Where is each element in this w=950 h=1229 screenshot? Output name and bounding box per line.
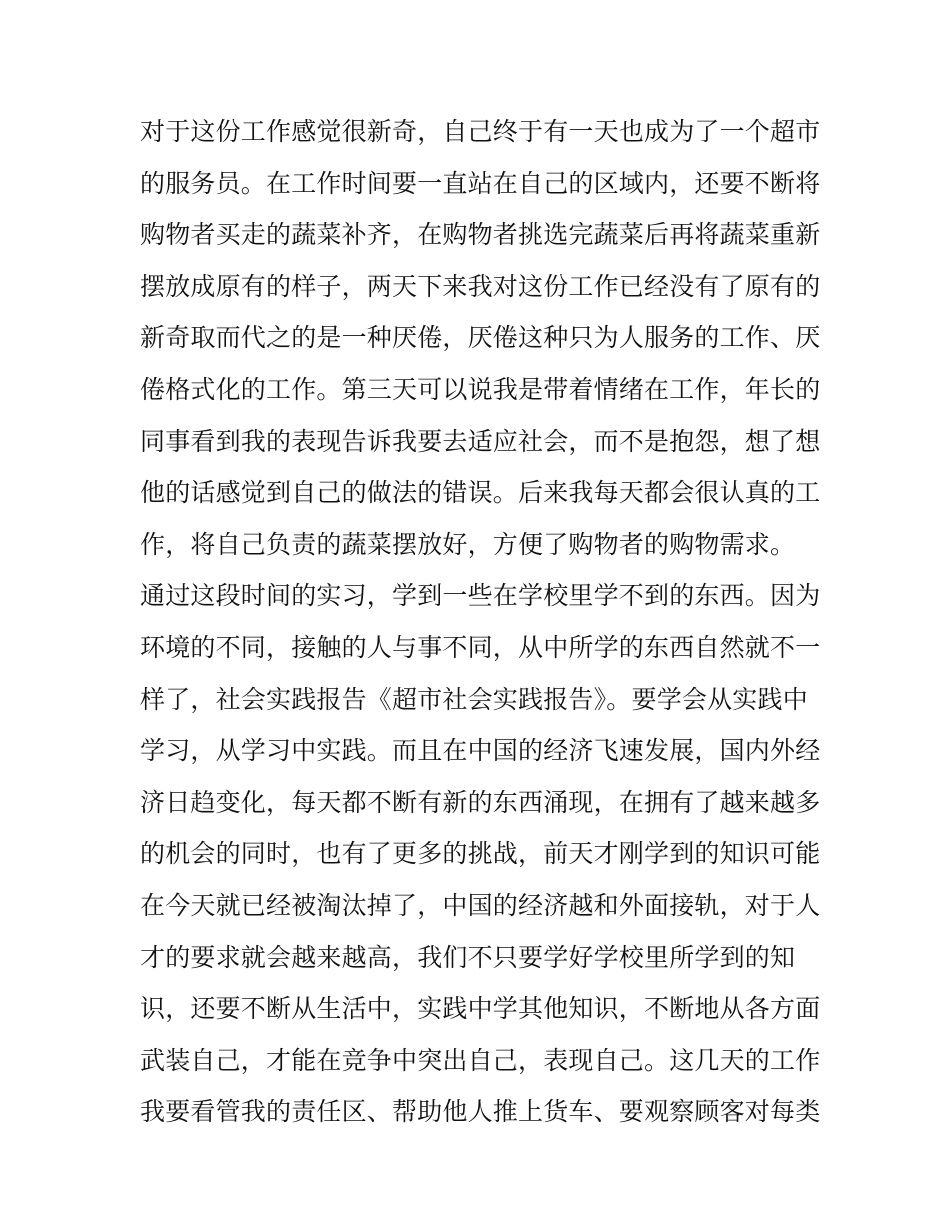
text-line: 作，将自己负责的蔬菜摆放好，方便了购物者的购物需求。 <box>140 529 796 559</box>
text-line: 样了，社会实践报告《超市社会实践报告》。要学会从实践中 <box>140 684 808 714</box>
text-line: 的服务员。在工作时间要一直站在自己的区域内，还要不断将 <box>140 168 821 198</box>
text-line: 新奇取而代之的是一种厌倦，厌倦这种只为人服务的工作、厌 <box>140 323 821 353</box>
text-line: 学习，从学习中实践。而且在中国的经济飞速发展，国内外经 <box>140 736 821 766</box>
text-line: 购物者买走的蔬菜补齐，在购物者挑选完蔬菜后再将蔬菜重新 <box>140 220 821 250</box>
text-line: 济日趋变化，每天都不断有新的东西涌现，在拥有了越来越多 <box>140 787 821 817</box>
text-line: 通过这段时间的实习，学到一些在学校里学不到的东西。因为 <box>140 581 821 611</box>
text-line: 识，还要不断从生活中，实践中学其他知识，不断地从各方面 <box>140 994 821 1024</box>
text-line: 摆放成原有的样子，两天下来我对这份工作已经没有了原有的 <box>140 271 821 301</box>
text-line: 我要看管我的责任区、帮助他人推上货车、要观察顾客对每类 <box>140 1097 821 1127</box>
text-line: 才的要求就会越来越高，我们不只要学好学校里所学到的知 <box>140 942 796 972</box>
body-text <box>140 106 820 1138</box>
text-line: 在今天就已经被淘汰掉了，中国的经济越和外面接轨，对于人 <box>140 890 821 920</box>
text-line: 的机会的同时，也有了更多的挑战，前天才刚学到的知识可能 <box>140 839 821 869</box>
text-line: 同事看到我的表现告诉我要去适应社会，而不是抱怨，想了想 <box>140 426 821 456</box>
text-line: 他的话感觉到自己的做法的错误。后来我每天都会很认真的工 <box>140 478 821 508</box>
text-line: 环境的不同，接触的人与事不同，从中所学的东西自然就不一 <box>140 632 821 662</box>
text-line: 对于这份工作感觉很新奇，自己终于有一天也成为了一个超市 <box>140 117 821 146</box>
text-line: 倦格式化的工作。第三天可以说我是带着情绪在工作，年长的 <box>140 374 821 404</box>
text-line: 武装自己，才能在竞争中突出自己，表现自己。这几天的工作 <box>140 1045 821 1075</box>
